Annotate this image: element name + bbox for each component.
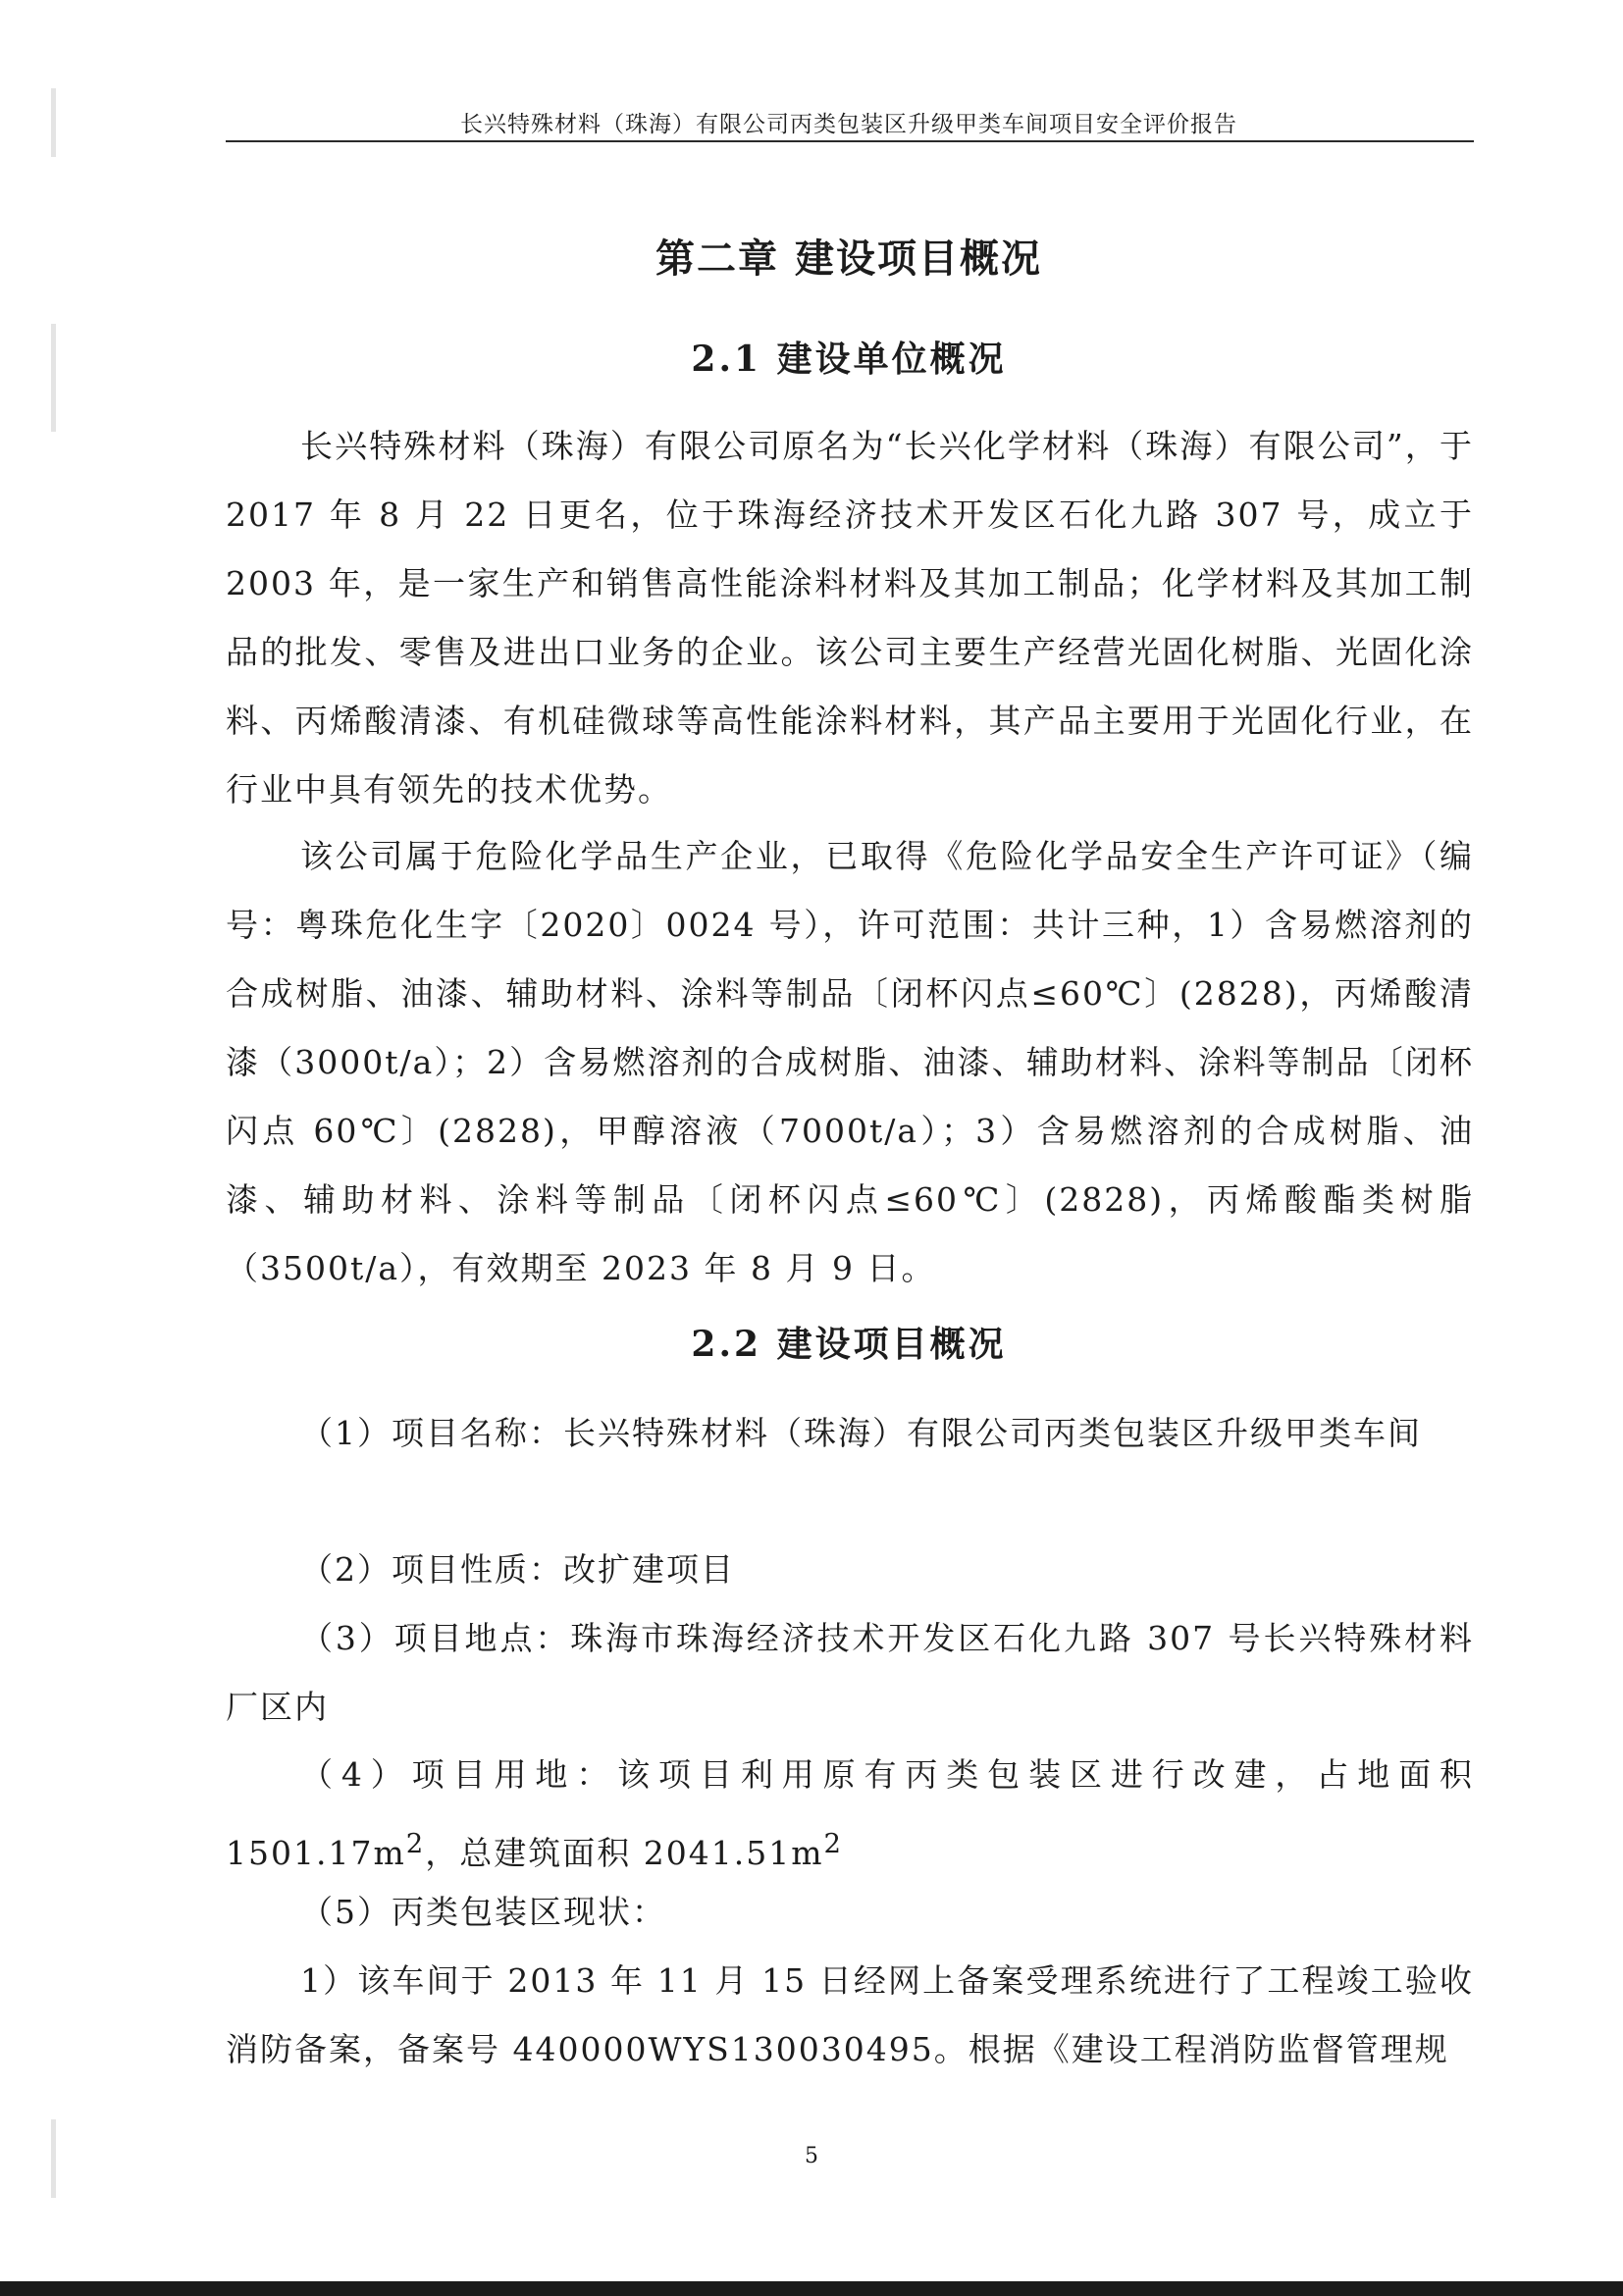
- scan-edge-bar: [0, 2281, 1623, 2296]
- paragraph-project-land: [226, 1741, 1474, 1888]
- scan-mark: [51, 324, 56, 432]
- paragraph-license: 该公司属于危险化学品生产企业，已取得《危险化学品安全生产许可证》（编号：粤珠危化生字〔2020〕0024 号），许可范围：共计三种，1）含易燃溶剂的合成树脂、油漆、辅助材料、涂料等制品〔闭杯闪点≤60℃〕(2828)，丙烯酸清漆（3000t/a）；2）含易燃溶剂的合成树脂、油漆、辅助材料、涂料等制品〔闭杯闪点 60℃〕(2828)，甲醇溶液（7000t/a）；3）含易燃溶剂的合成树脂、油漆、辅助材料、涂料等制品〔闭杯闪点≤60℃〕(2828)，丙烯酸酯类树脂（3500t/a），有效期至 2023 年 8 月 9 日。: [226, 837, 1474, 1287]
- paragraph-project-name: （1）项目名称：长兴特殊材料（珠海）有限公司丙类包装区升级甲类车间: [300, 1414, 1422, 1452]
- paragraph-project-nature: （2）项目性质：改扩建项目: [300, 1550, 735, 1589]
- area-unit-sup: 2: [823, 1828, 844, 1859]
- running-header: 长兴特殊材料（珠海）有限公司丙类包装区升级甲类车间项目安全评价报告: [460, 112, 1237, 137]
- page-number: 5: [805, 2144, 818, 2168]
- scan-mark: [51, 88, 56, 157]
- header-rule: [226, 140, 1474, 142]
- area-unit-sup: 2: [405, 1828, 426, 1859]
- paragraph-project-location: （3）项目地点：珠海市珠海经济技术开发区石化九路 307 号长兴特殊材料厂区内: [226, 1619, 1474, 1726]
- land-text-a: （4）项目用地：该项目利用原有丙类包装区进行改建，占地面积 1501.17m: [226, 1755, 1474, 1872]
- section-title-2-2: 2.2 建设项目概况: [691, 1324, 1007, 1365]
- land-text-b: ，总建筑面积 2041.51m: [425, 1834, 824, 1872]
- chapter-title: 第二章 建设项目概况: [655, 236, 1042, 282]
- paragraph-company-overview: 长兴特殊材料（珠海）有限公司原名为“长兴化学材料（珠海）有限公司”，于 2017 年 8 月 22 日更名，位于珠海经济技术开发区石化九路 307 号，成立于 2003 年，是一家生产和销售高性能涂料材料及其加工制品；化学材料及其加工制品的批发、零售及进出口业务的企业。该公司主要生产经营光固化树脂、光固化涂料、丙烯酸清漆、有机硅微球等高性能涂料材料，其产品主要用于光固化行业，在行业中具有领先的技术优势。: [226, 427, 1474, 809]
- paragraph-current-status: （5）丙类包装区现状：: [300, 1893, 666, 1931]
- section-title-2-1: 2.1 建设单位概况: [691, 339, 1007, 380]
- paragraph-fire-filing: 1）该车间于 2013 年 11 月 15 日经网上备案受理系统进行了工程竣工验收消防备案，备案号 440000WYS130030495。根据《建设工程消防监督管理规: [226, 1961, 1474, 2068]
